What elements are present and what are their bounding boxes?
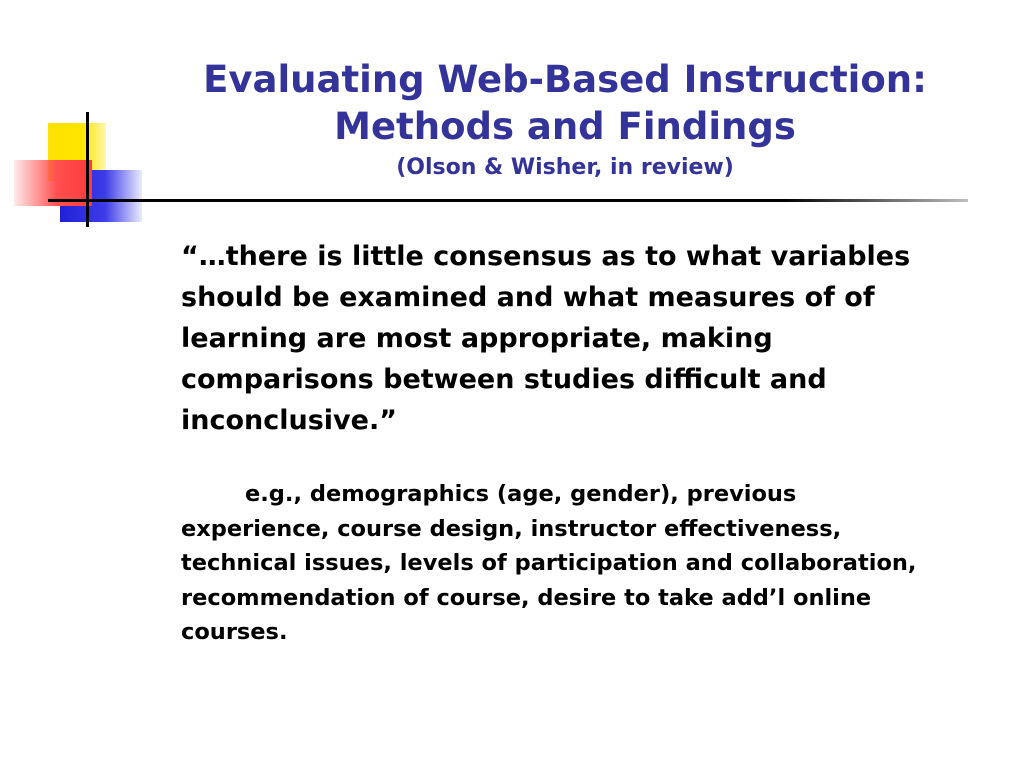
vertical-divider-line bbox=[86, 112, 89, 227]
examples-text: e.g., demographics (age, gender), previous experience, course design, instructor effectiveness, technical issues, levels of participation and collaboration, recommendation of course, desire to take add’l online courses. bbox=[181, 481, 917, 645]
quote-text: “…there is little consensus as to what variables should be examined and what measures of of learning are most appropriate, making comparisons between studies difficult and inconclusive.” bbox=[181, 241, 911, 436]
slide-body bbox=[181, 236, 941, 650]
decorative-logo bbox=[0, 0, 160, 240]
title-citation: (Olson & Wisher, in review) bbox=[396, 155, 734, 180]
title-underline bbox=[48, 199, 968, 202]
title-line-2: Methods and Findings bbox=[334, 105, 796, 148]
slide-title bbox=[150, 56, 980, 184]
title-line-1: Evaluating Web-Based Instruction: bbox=[203, 58, 927, 101]
